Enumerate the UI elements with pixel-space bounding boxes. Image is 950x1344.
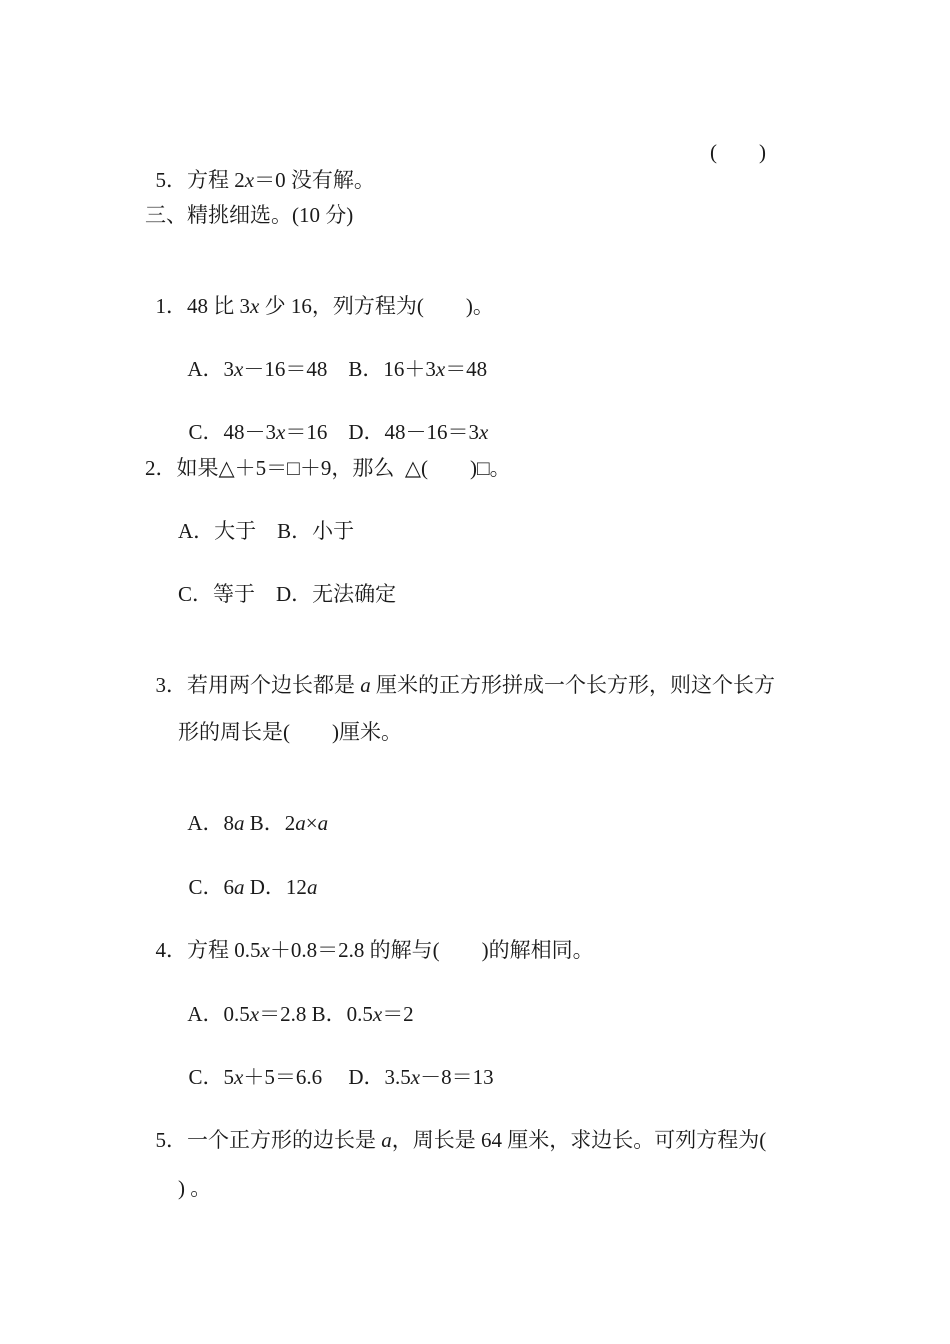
variable: x (372, 1002, 383, 1026)
variable: a (360, 673, 371, 697)
question-5-stem-continued: ) 。 (178, 1176, 212, 1200)
variable: a (317, 811, 329, 835)
option-text: C．5 (188, 1065, 235, 1089)
question-3-options-ab[interactable] (178, 781, 328, 837)
question-4-stem (145, 908, 594, 964)
judge-question-5 (145, 138, 375, 194)
option-text: × (305, 811, 318, 835)
question-1-options-ab[interactable] (178, 327, 487, 383)
option-text: ＝2 (382, 1002, 414, 1026)
option-text: －8＝13 (420, 1065, 494, 1089)
option-text: ＝48 (445, 357, 488, 381)
answer-bracket[interactable]: ( ) (710, 140, 766, 164)
question-1-options-cd[interactable] (178, 390, 488, 446)
question-text: ，周长是 64 厘米，求边长。可列方程为( (391, 1128, 767, 1152)
question-text: 5． (155, 168, 187, 192)
option-text: ＋5＝6.6 D．3.5 (243, 1065, 411, 1089)
variable: x (276, 420, 286, 444)
variable: x (410, 1065, 421, 1089)
variable: x (435, 357, 446, 381)
question-3-stem-continued: 形的周长是( )厘米。 (178, 720, 402, 744)
question-text: 方程 2 (187, 168, 245, 192)
option-text: D．12 (244, 875, 307, 899)
variable: a (295, 811, 306, 835)
question-text: 1．48 比 3 (155, 294, 250, 318)
question-2-options-ab[interactable]: A．大于 B．小于 (178, 519, 355, 543)
question-4-options-cd[interactable] (178, 1035, 494, 1091)
variable: a (381, 1128, 392, 1152)
option-text: A．3 (187, 357, 235, 381)
variable: x (234, 1065, 244, 1089)
variable: a (234, 811, 245, 835)
variable: a (306, 875, 318, 899)
variable: x (250, 294, 260, 318)
section-title: 三、精挑细选。(10 分) (145, 203, 354, 227)
question-2-stem: 2．如果△＋5＝□＋9，那么 △( )□。 (145, 456, 511, 480)
question-text: ＋0.8＝2.8 的解与( )的解相同。 (269, 938, 594, 962)
option-text: A．8 (187, 811, 235, 835)
question-text: 4．方程 0.5 (155, 938, 261, 962)
question-1-stem (145, 264, 494, 320)
question-2-options-cd[interactable]: C．等于 D．无法确定 (178, 582, 397, 606)
question-3-stem (145, 643, 775, 699)
variable: a (234, 875, 245, 899)
question-text: 厘米的正方形拼成一个长方形，则这个长方 (370, 673, 775, 697)
question-5-stem (145, 1098, 766, 1154)
option-text: A．0.5 (187, 1002, 250, 1026)
variable: x (260, 938, 270, 962)
question-text: 3．若用两个边长都是 (155, 673, 361, 697)
question-text: ＝0 没有解。 (254, 168, 375, 192)
option-text: ＝16 D．48－16＝3 (285, 420, 480, 444)
question-4-options-ab[interactable] (178, 972, 414, 1028)
question-text: 5．一个正方形的边长是 (155, 1128, 382, 1152)
question-text: 少 16，列方程为( )。 (259, 294, 494, 318)
variable: x (244, 168, 255, 192)
question-3-options-cd[interactable] (178, 845, 317, 901)
option-text: B．2 (244, 811, 296, 835)
option-text: C．6 (188, 875, 235, 899)
option-text: C．48－3 (188, 420, 277, 444)
variable: x (479, 420, 489, 444)
option-text: ＝2.8 B．0.5 (259, 1002, 373, 1026)
variable: x (234, 357, 244, 381)
option-text: －16＝48 B．16＋3 (243, 357, 436, 381)
variable: x (249, 1002, 260, 1026)
